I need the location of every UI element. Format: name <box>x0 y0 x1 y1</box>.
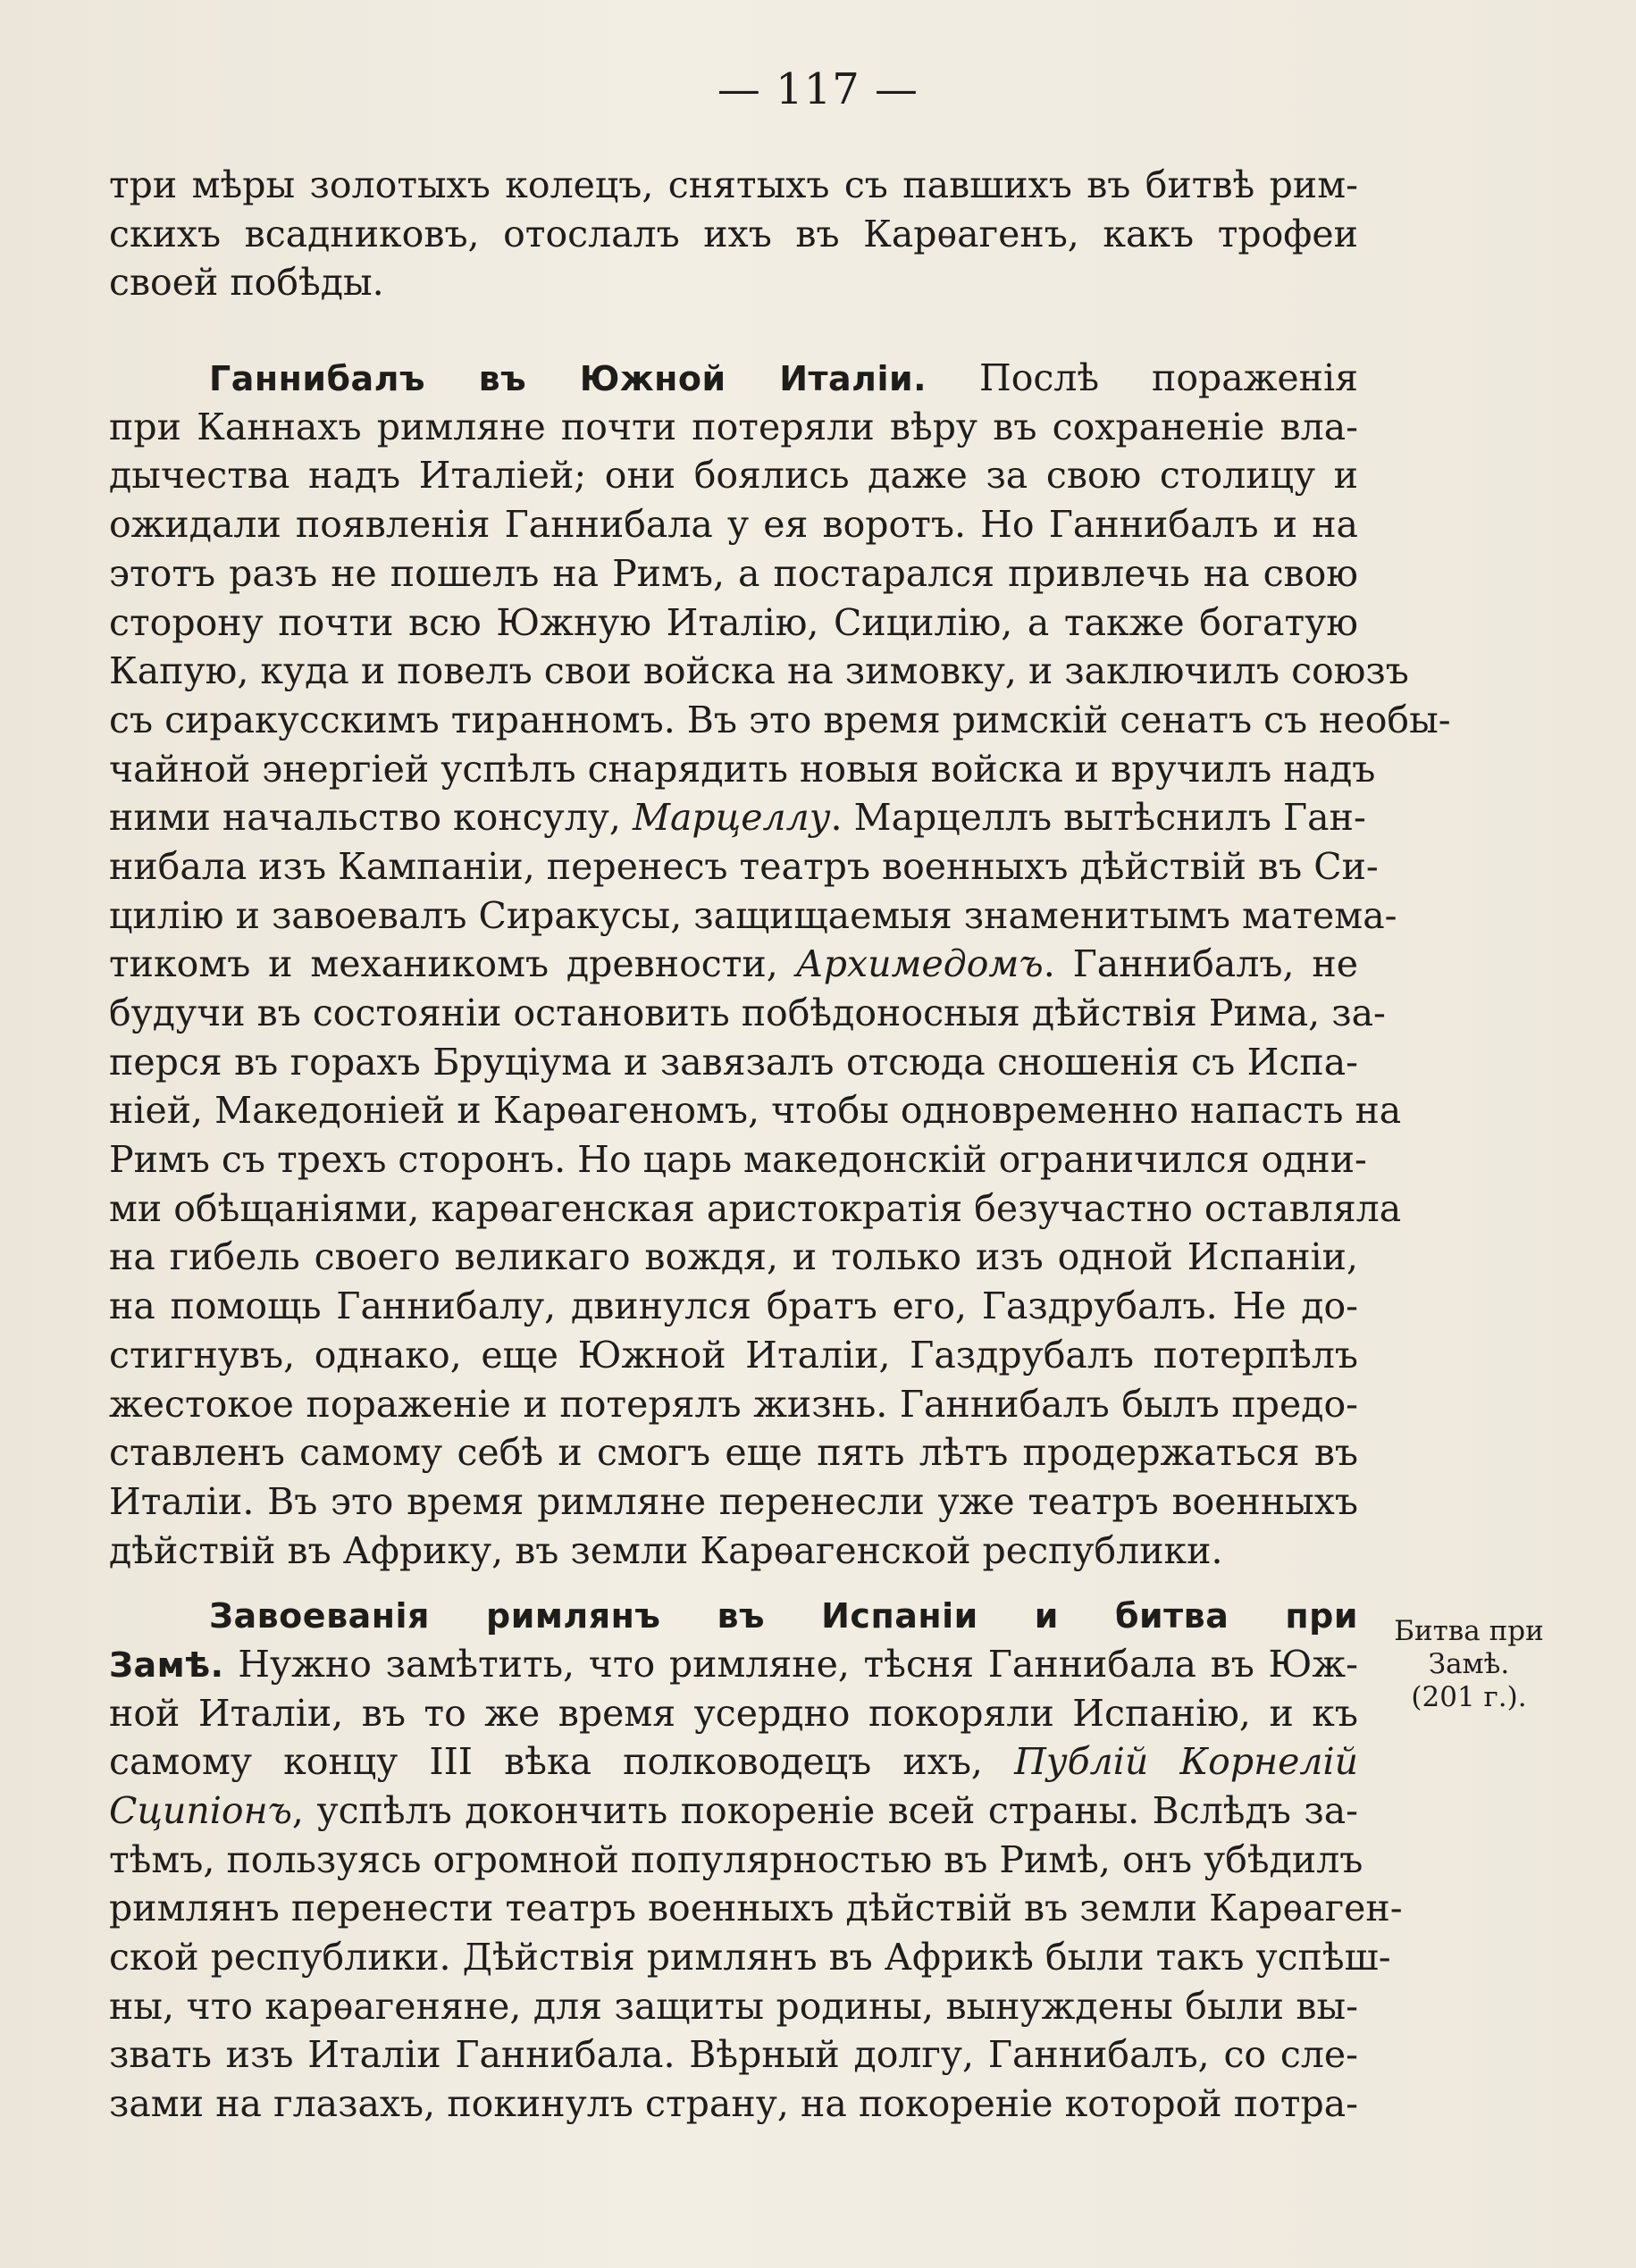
text-line: римлянъ перенести театръ военныхъ дѣйствій въ земли Карѳаген- <box>109 1887 1403 1930</box>
text-line: чайной энергіей успѣлъ снарядить новыя войска и вручилъ надъ <box>109 747 1376 791</box>
text-line: перся въ горахъ Бруціума и завязалъ отсюда сношенія съ Испа- <box>109 1040 1358 1084</box>
paragraph-intro <box>109 161 1358 307</box>
margin-note-line: Замѣ. <box>1428 1648 1510 1680</box>
text-line: нибала изъ Кампаніи, перенесъ театръ военныхъ дѣйствій въ Си- <box>109 844 1379 888</box>
text-line: дѣйствій въ Африку, въ земли Карѳагенской республики. <box>109 1528 1223 1572</box>
text-line: съ сиракусскимъ тиранномъ. Въ это время римскій сенатъ съ необы- <box>109 698 1451 741</box>
name-scipio: Публій Корнелій <box>1014 1740 1358 1784</box>
text-line: своей побѣды. <box>109 261 384 305</box>
text-line <box>109 1737 1358 1787</box>
text-fragment: . Марцеллъ вытѣснилъ Ган- <box>830 796 1366 840</box>
text-line: на гибель своего великаго вождя, и только изъ одной Испаніи, <box>109 1235 1358 1279</box>
section-heading: Завоеванія римлянъ въ Испаніи и битва при <box>209 1596 1358 1636</box>
text-fragment: ними начальство консулу, <box>109 796 633 840</box>
section-heading: Ганнибалъ въ Южной Италіи. <box>209 359 927 399</box>
text-fragment: Послѣ пораженія <box>978 356 1358 400</box>
name-archimedes: Архимедомъ <box>795 942 1044 986</box>
text-line: ны, что карѳагеняне, для защиты родины, вынуждены были вы- <box>109 1984 1358 2028</box>
text-fragment: самому концу III вѣка полководецъ ихъ, <box>109 1740 1015 1784</box>
text-line: ожидали появленія Ганнибала у ея воротъ. Но Ганнибалъ и на <box>109 503 1358 547</box>
text-line <box>109 1640 1358 1689</box>
text-line: ніей, Македоніей и Карѳагеномъ, чтобы одновременно напасть на <box>109 1089 1402 1133</box>
page-number: — 117 — <box>717 64 919 114</box>
text-fragment: тикомъ и механикомъ древности, <box>109 942 796 986</box>
text-line: дычества надъ Италіей; они боялись даже за свою столицу и <box>109 454 1358 498</box>
text-line: будучи въ состояніи остановить побѣдоносныя дѣйствія Рима, за- <box>109 992 1386 1034</box>
text-line: при Каннахъ римляне почти потеряли вѣру въ сохраненіе вла- <box>109 405 1358 448</box>
text-fragment: Нужно замѣтить, что римляне, тѣсня Ганнибала въ Юж- <box>238 1642 1358 1686</box>
text-line <box>109 1591 1358 1640</box>
text-line: на помощь Ганнибалу, двинулся братъ его, Газдрубалъ. Не до- <box>109 1285 1358 1328</box>
text-line: ставленъ самому себѣ и смогъ еще пять лѣтъ продержаться въ <box>109 1431 1358 1475</box>
text-line: сторону почти всю Южную Италію, Сицилію, а также богатую <box>109 600 1358 644</box>
text-line: скихъ всадниковъ, отослалъ ихъ въ Карѳагенъ, какъ трофеи <box>109 212 1358 255</box>
section-heading-continued: Замѣ. <box>109 1645 224 1685</box>
margin-note <box>1380 1615 1558 1714</box>
text-fragment: . Ганнибалъ, не <box>1043 942 1358 986</box>
text-line: Римъ съ трехъ сторонъ. Но царь македонскій ограничился одни- <box>109 1138 1367 1182</box>
text-line: ной Италіи, въ то же время усердно покоряли Испанію, и къ <box>109 1691 1358 1735</box>
text-line: три мѣры золотыхъ колецъ, снятыхъ съ павшихъ въ битвѣ рим- <box>109 163 1358 206</box>
text-line: звать изъ Италіи Ганнибала. Вѣрный долгу, Ганнибалъ, со сле- <box>109 2033 1358 2077</box>
text-line: Капую, куда и повелъ свои войска на зимовку, и заключилъ союзъ <box>109 649 1409 693</box>
text-line <box>109 354 1358 403</box>
text-line: Италіи. Въ это время римляне перенесли уже театръ военныхъ <box>109 1479 1358 1523</box>
paragraph-spain <box>109 1591 1403 2129</box>
margin-note-line: (201 г.). <box>1411 1681 1527 1713</box>
text-line <box>109 793 1366 842</box>
text-line: стигнувъ, однако, еще Южной Италіи, Газдрубалъ потерпѣлъ <box>109 1333 1358 1377</box>
text-line: ской республики. Дѣйствія римлянъ въ Африкѣ были такъ успѣш- <box>109 1936 1391 1979</box>
text-line: цилію и завоевалъ Сиракусы, защищаемыя знаменитымъ матема- <box>109 893 1397 937</box>
text-line: ми обѣщаніями, карѳагенская аристократія безучастно оставляла <box>109 1186 1402 1230</box>
text-line: этотъ разъ не пошелъ на Римъ, а постарался привлечь на свою <box>109 551 1358 595</box>
text-column <box>109 161 1451 2129</box>
name-scipio-continued: Сципіонъ <box>109 1789 292 1832</box>
text-line: тѣмъ, пользуясь огромной популярностью въ Римѣ, онъ убѣдилъ <box>109 1837 1363 1881</box>
text-line <box>109 940 1358 989</box>
margin-note-line: Битва при <box>1394 1615 1544 1647</box>
text-line: зами на глазахъ, покинулъ страну, на покореніе которой потра- <box>109 2082 1358 2126</box>
text-line: жестокое пораженіе и потерялъ жизнь. Ганнибалъ былъ предо- <box>109 1382 1358 1426</box>
text-fragment: , успѣлъ докончить покореніе всей страны. Вслѣдъ за- <box>291 1789 1358 1832</box>
text-line <box>109 1787 1358 1836</box>
paragraph-southern-italy <box>109 354 1451 1575</box>
name-marcellus: Марцеллу <box>633 796 831 840</box>
